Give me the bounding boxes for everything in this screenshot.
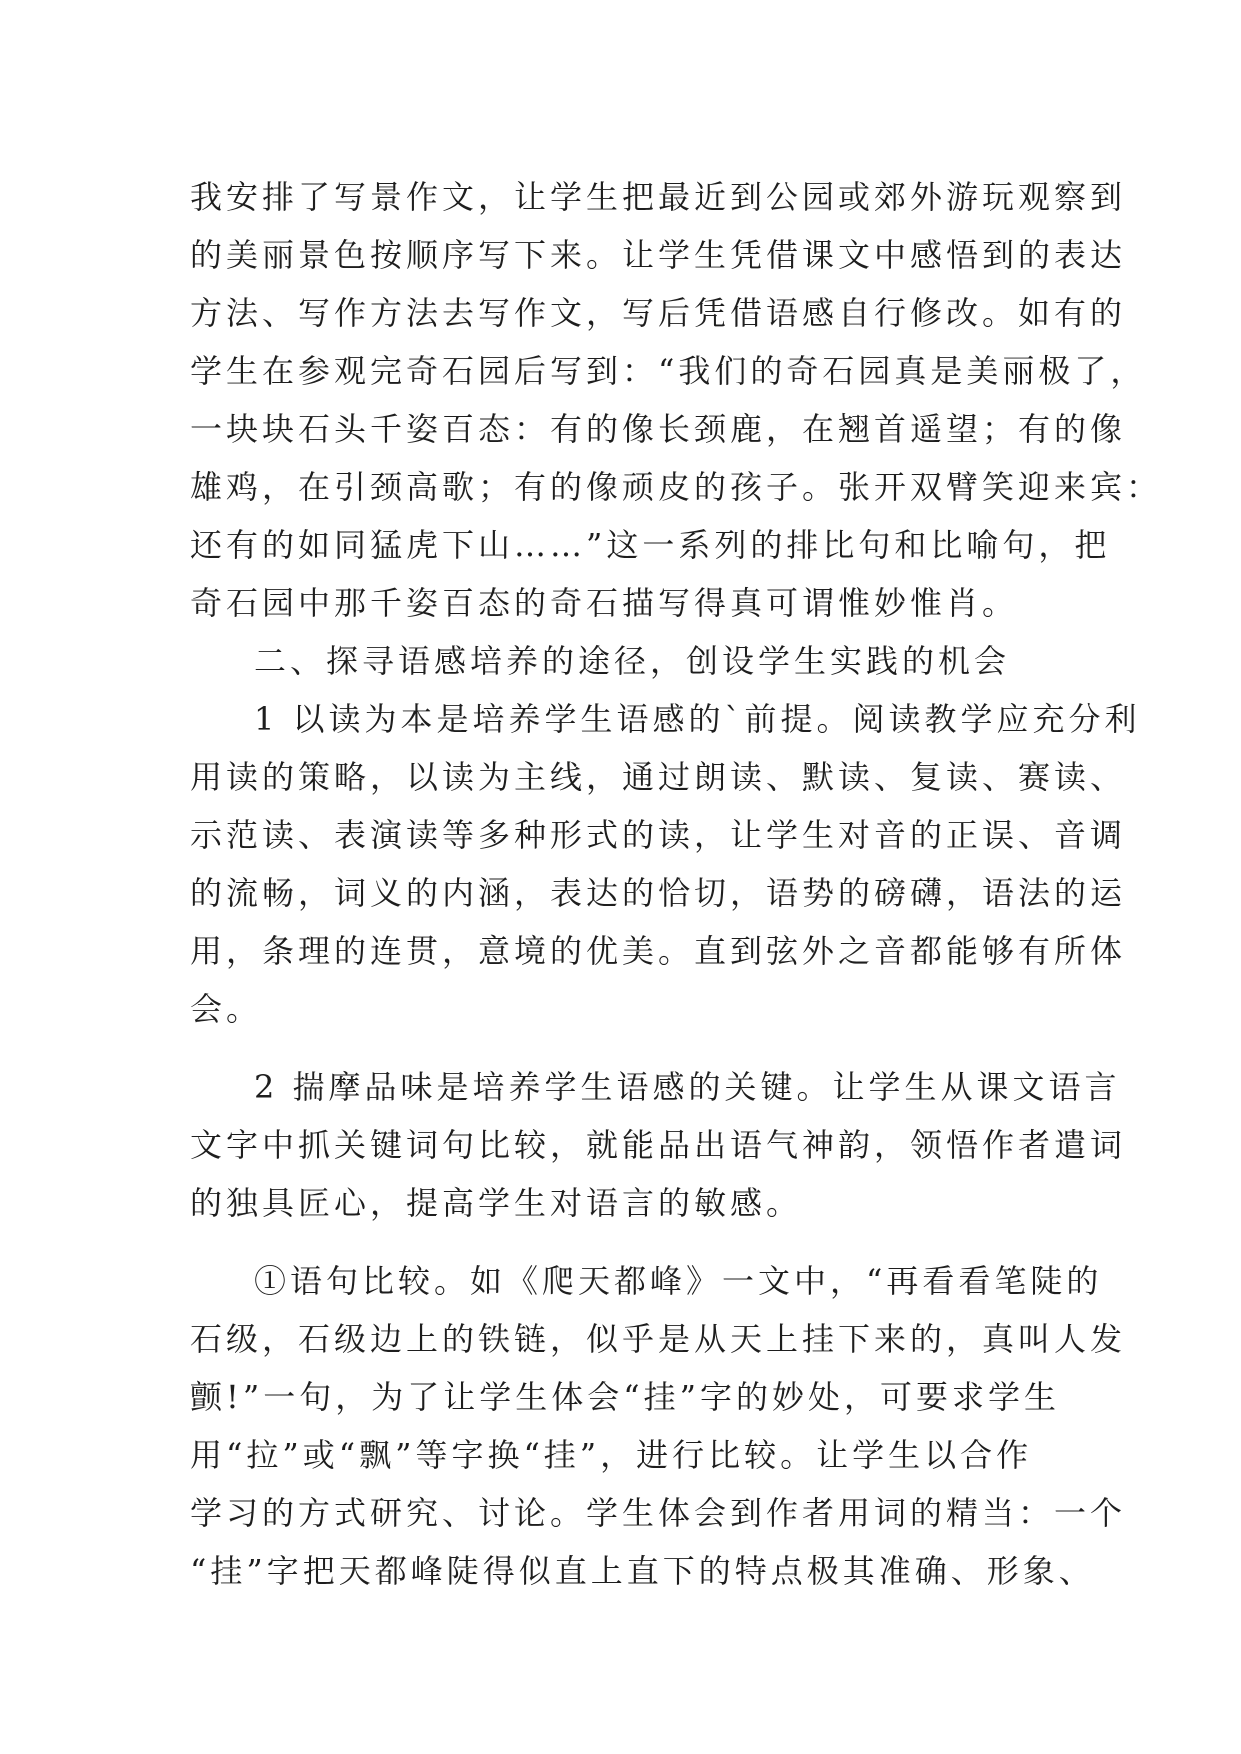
text-line: 用读的策略，以读为主线，通过朗读、默读、复读、赛读、 xyxy=(190,758,1127,796)
text-line: 示范读、表演读等多种形式的读，让学生对音的正误、音调 xyxy=(190,816,1127,854)
text-line: “挂”字把天都峰陡得似直上直下的特点极其准确、形象、 xyxy=(190,1552,1095,1590)
text-line: 奇石园中那千姿百态的奇石描写得真可谓惟妙惟肖。 xyxy=(190,584,1019,622)
text-line: 文字中抓关键词句比较，就能品出语气神韵，领悟作者遣词 xyxy=(190,1126,1127,1164)
text-line: 我安排了写景作文，让学生把最近到公园或郊外游玩观察到 xyxy=(190,178,1127,216)
text-line: 一块块石头千姿百态：有的像长颈鹿，在翘首遥望；有的像 xyxy=(190,410,1127,448)
text-line: 雄鸡，在引颈高歌；有的像顽皮的孩子。张开双臂笑迎来宾： xyxy=(190,468,1163,506)
body-text xyxy=(190,168,1163,1600)
text-line: 学习的方式研究、讨论。学生体会到作者用词的精当：一个 xyxy=(190,1494,1127,1532)
text-line: ①语句比较。如《爬天都峰》一文中，“再看看笔陡的 xyxy=(254,1262,1103,1300)
text-line: 用，条理的连贯，意境的优美。直到弦外之音都能够有所体 xyxy=(190,932,1127,970)
text-line: 方法、写作方法去写作文，写后凭借语感自行修改。如有的 xyxy=(190,294,1127,332)
paragraph-gap xyxy=(190,1232,1070,1252)
text-line: 2 揣摩品味是培养学生语感的关键。让学生从课文语言 xyxy=(254,1068,1121,1106)
text-line: 的美丽景色按顺序写下来。让学生凭借课文中感悟到的表达 xyxy=(190,236,1127,274)
text-line: 的流畅，词义的内涵，表达的恰切，语势的磅礴，语法的运 xyxy=(190,874,1127,912)
section-heading: 二、探寻语感培养的途径，创设学生实践的机会 xyxy=(254,642,1011,680)
text-line: 石级，石级边上的铁链，似乎是从天上挂下来的，真叫人发 xyxy=(190,1320,1127,1358)
text-line: 用“拉”或“飘”等字换“挂”，进行比较。让学生以合作 xyxy=(190,1436,1033,1474)
text-line: 颤!”一句，为了让学生体会“挂”字的妙处，可要求学生 xyxy=(190,1378,1060,1416)
text-line: 会。 xyxy=(190,990,263,1028)
text-line: 学生在参观完奇石园后写到：“我们的奇石园真是美丽极了， xyxy=(190,352,1147,390)
text-line: 1 以读为本是培养学生语感的`前提。阅读教学应充分利 xyxy=(254,700,1141,738)
paragraph-gap xyxy=(190,1038,1070,1058)
text-line: 还有的如同猛虎下山……”这一系列的排比句和比喻句，把 xyxy=(190,526,1111,564)
text-line: 的独具匠心，提高学生对语言的敏感。 xyxy=(190,1184,803,1222)
